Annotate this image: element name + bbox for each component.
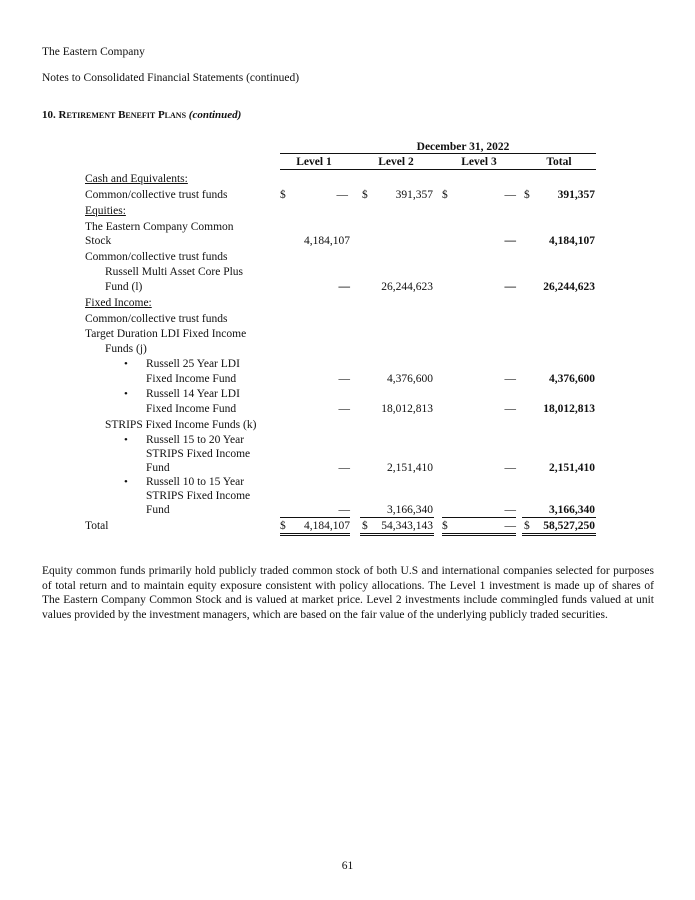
header-rule [280,169,596,170]
label-r1015-1: Russell 10 to 15 Year [146,476,245,488]
dash-total-l3: — [504,520,516,532]
company-name: The Eastern Company [42,46,145,58]
dollar-sign: $ [524,189,530,201]
total-l1-value: 4,184,107 [304,520,350,532]
label-equities: Equities: [85,205,126,217]
dash-multi-l3: — [504,281,516,293]
label-cash: Cash and Equivalents: [85,173,188,185]
bullet-r1520: • [124,434,128,446]
label-r1015-2: STRIPS Fixed Income [146,490,251,502]
total-rule-l2-b [360,535,434,536]
label-fi-ccf: Common/collective trust funds [85,313,228,325]
total-rule-l2-a [360,533,434,534]
dash-multi-l1: — [338,281,350,293]
total-rule-total-a [522,533,596,534]
label-eastern-2: Stock [85,235,112,247]
dollar-sign: $ [362,189,368,201]
label-russell-multi-2: Fund (l) [105,281,143,293]
subtotal-rule-l1 [280,517,350,518]
subtotal-rule-l3 [442,517,516,518]
label-r1520-2: STRIPS Fixed Income [146,448,251,460]
explanatory-paragraph: Equity common funds primarily hold publicly traded common stock of both U.S and international companies selected for purposes of total return and to maintain equity exposure consistent with policy allocations. The Level 1 investment is made up of shares of The Eastern Company Common Stock and is valued at market price. Level 2 investments include commingled funds valued at unit values provided by the investment managers, which are based on the fair value of the underlying publicly traded securities. [42,565,654,621]
period-header: December 31, 2022 [416,141,510,153]
col-header-total: Total [546,156,572,168]
total-rule-l3-a [442,533,516,534]
total-total-value: 58,527,250 [543,520,595,532]
dollar-sign: $ [280,520,286,532]
dash-eastern-l3: — [504,235,516,247]
label-strips: STRIPS Fixed Income Funds (k) [105,419,257,431]
period-rule [280,153,596,154]
dash-r1520-l3: — [504,462,516,474]
dash-r14-l3: — [504,403,516,415]
total-rule-l1-b [280,535,350,536]
eastern-l1-value: 4,184,107 [304,235,350,247]
label-r25-2: Fixed Income Fund [146,373,237,385]
r1520-total-value: 2,151,410 [549,462,595,474]
total-rule-l3-b [442,535,516,536]
dollar-sign: $ [362,520,368,532]
eastern-total-value: 4,184,107 [549,235,595,247]
label-ldi-2: Funds (j) [105,343,147,355]
label-cash-ccf: Common/collective trust funds [85,189,228,201]
r14-l2-value: 18,012,813 [381,403,433,415]
section-suffix: (continued) [188,109,242,121]
col-header-level2: Level 2 [378,156,414,168]
col-header-level3: Level 3 [461,156,497,168]
label-r1520-3: Fund [146,462,170,474]
dash-r14-l1: — [338,403,350,415]
label-eq-ccf: Common/collective trust funds [85,251,228,263]
r25-l2-value: 4,376,600 [387,373,433,385]
label-r14-1: Russell 14 Year LDI [146,388,240,400]
r1015-total-value: 3,166,340 [549,504,595,516]
label-r1015-3: Fund [146,504,170,516]
label-r25-1: Russell 25 Year LDI [146,358,240,370]
section-title: Retirement Benefit Plans [58,109,187,121]
label-r1520-1: Russell 15 to 20 Year [146,434,245,446]
cash-l2-value: 391,357 [395,189,433,201]
label-r14-2: Fixed Income Fund [146,403,237,415]
document-subtitle: Notes to Consolidated Financial Statements (continued) [42,72,300,84]
subtotal-rule-total [522,517,596,518]
col-header-level1: Level 1 [296,156,332,168]
bullet-r14: • [124,388,128,400]
russell-multi-l2-value: 26,244,623 [381,281,433,293]
label-fixed-income: Fixed Income: [85,297,152,309]
label-eastern-1: The Eastern Company Common [85,221,234,233]
dollar-sign: $ [442,520,448,532]
dash-r1015-l1: — [338,504,350,516]
dash-cash-l1: — [336,189,348,201]
bullet-r25: • [124,358,128,370]
dash-r25-l1: — [338,373,350,385]
cash-total-value: 391,357 [557,189,595,201]
dollar-sign: $ [280,189,286,201]
dash-r1015-l3: — [504,504,516,516]
total-rule-l1-a [280,533,350,534]
r14-total-value: 18,012,813 [543,403,595,415]
dollar-sign: $ [524,520,530,532]
subtotal-rule-l2 [360,517,434,518]
dollar-sign: $ [442,189,448,201]
page-number: 61 [341,860,354,872]
russell-multi-total-value: 26,244,623 [543,281,595,293]
bullet-r1015: • [124,476,128,488]
dash-r1520-l1: — [338,462,350,474]
dash-r25-l3: — [504,373,516,385]
total-rule-total-b [522,535,596,536]
label-total: Total [85,520,109,532]
total-l2-value: 54,343,143 [381,520,433,532]
section-number: 10. [42,109,59,121]
r25-total-value: 4,376,600 [549,373,595,385]
label-russell-multi-1: Russell Multi Asset Core Plus [105,266,244,278]
r1015-l2-value: 3,166,340 [387,504,433,516]
label-ldi-1: Target Duration LDI Fixed Income [85,328,247,340]
r1520-l2-value: 2,151,410 [387,462,433,474]
dash-cash-l3: — [504,189,516,201]
